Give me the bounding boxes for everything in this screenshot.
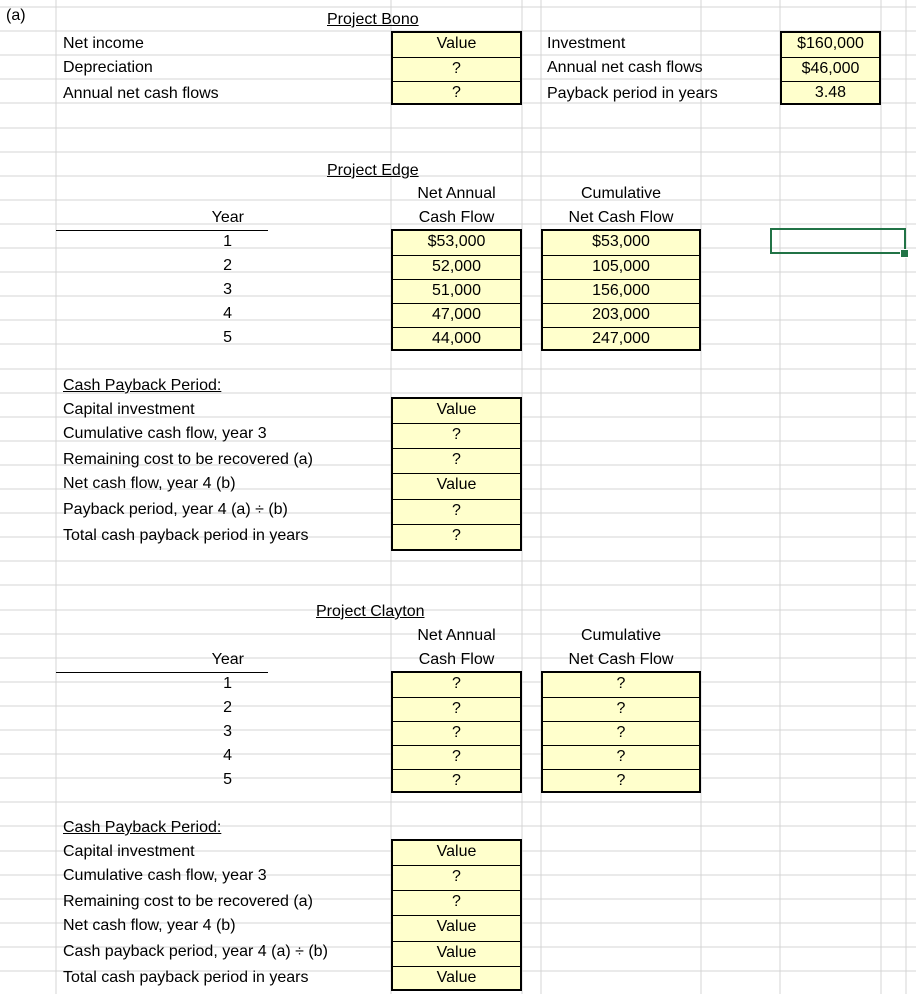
clayton-title: Project Clayton [316, 603, 425, 620]
edge-payback-label-total: Total cash payback period in years [63, 527, 309, 544]
bono-annual-net-cash-flows-input[interactable]: ? [393, 81, 520, 106]
clayton-payback-label-cumulative: Cumulative cash flow, year 3 [63, 867, 267, 884]
fill-handle[interactable] [900, 249, 909, 258]
bono-cash-flows-value[interactable]: $46,000 [782, 57, 879, 82]
clayton-payback-total-input[interactable]: Value [393, 966, 520, 991]
clayton-cum-year-5[interactable]: ? [543, 769, 699, 794]
bono-label-annual-net-cash-flows: Annual net cash flows [63, 85, 219, 102]
clayton-payback-label-capital: Capital investment [63, 843, 195, 860]
edge-net-year-3[interactable]: 51,000 [393, 279, 520, 304]
clayton-col-cum-line1: Cumulative [580, 627, 662, 644]
edge-year-3: 3 [223, 281, 232, 298]
edge-net-cash-flow-box [391, 229, 522, 351]
edge-col-cum-line2: Net Cash Flow [568, 209, 674, 226]
clayton-payback-label-total: Total cash payback period in years [63, 969, 309, 986]
bono-investment-value[interactable]: $160,000 [797, 35, 864, 52]
edge-cum-year-3[interactable]: 156,000 [543, 279, 699, 304]
bono-right-value-box [780, 31, 881, 105]
clayton-payback-remaining-input[interactable]: ? [393, 890, 520, 915]
clayton-cumulative-box [541, 671, 701, 793]
edge-payback-label-netcash: Net cash flow, year 4 (b) [63, 475, 236, 492]
clayton-net-year-1[interactable]: ? [452, 675, 461, 692]
clayton-year-3: 3 [223, 723, 232, 740]
clayton-year-5: 5 [223, 771, 232, 788]
clayton-payback-period-year4-input[interactable]: Value [393, 941, 520, 966]
edge-cum-year-1[interactable]: $53,000 [592, 233, 650, 250]
clayton-payback-title: Cash Payback Period: [63, 819, 222, 836]
bono-depreciation-input[interactable]: ? [393, 57, 520, 82]
bono-label-annual-net-cash-flows-right: Annual net cash flows [547, 59, 703, 76]
bono-label-depreciation: Depreciation [63, 59, 153, 76]
clayton-cum-year-4[interactable]: ? [543, 745, 699, 770]
edge-year-2: 2 [223, 257, 232, 274]
clayton-year-1: 1 [223, 675, 232, 692]
edge-payback-label-cumulative: Cumulative cash flow, year 3 [63, 425, 267, 442]
clayton-year-underline [56, 672, 268, 673]
clayton-payback-label-netcash: Net cash flow, year 4 (b) [63, 917, 236, 934]
edge-net-year-4[interactable]: 47,000 [393, 303, 520, 328]
clayton-payback-label-period-year4: Cash payback period, year 4 (a) ÷ (b) [63, 943, 328, 960]
edge-payback-total-input[interactable]: ? [393, 524, 520, 549]
edge-payback-period-year4-input[interactable]: ? [393, 499, 520, 524]
clayton-year-4: 4 [223, 747, 232, 764]
edge-col-net-line2: Cash Flow [418, 209, 495, 226]
clayton-payback-input-box [391, 839, 522, 991]
edge-year-5: 5 [223, 329, 232, 346]
edge-payback-label-remaining: Remaining cost to be recovered (a) [63, 451, 313, 468]
bono-payback-value[interactable]: 3.48 [782, 81, 879, 106]
clayton-col-cum-line2: Net Cash Flow [568, 651, 674, 668]
edge-year-header: Year [211, 209, 244, 226]
bono-net-income-input[interactable]: Value [436, 35, 477, 52]
clayton-net-year-3[interactable]: ? [393, 721, 520, 746]
clayton-payback-capital-input[interactable]: Value [436, 843, 477, 860]
edge-payback-capital-input[interactable]: Value [436, 401, 477, 418]
edge-year-4: 4 [223, 305, 232, 322]
edge-col-net-line1: Net Annual [417, 185, 496, 202]
edge-cum-year-5[interactable]: 247,000 [543, 327, 699, 352]
clayton-cum-year-2[interactable]: ? [543, 697, 699, 722]
edge-payback-cumulative-input[interactable]: ? [393, 423, 520, 448]
clayton-payback-cumulative-input[interactable]: ? [393, 865, 520, 890]
clayton-payback-label-remaining: Remaining cost to be recovered (a) [63, 893, 313, 910]
bono-left-input-box [391, 31, 522, 105]
edge-net-year-2[interactable]: 52,000 [393, 255, 520, 280]
clayton-net-year-2[interactable]: ? [393, 697, 520, 722]
clayton-cum-year-3[interactable]: ? [543, 721, 699, 746]
edge-cum-year-4[interactable]: 203,000 [543, 303, 699, 328]
clayton-year-2: 2 [223, 699, 232, 716]
clayton-year-header: Year [211, 651, 244, 668]
edge-col-cum-line1: Cumulative [580, 185, 662, 202]
selected-cell[interactable] [770, 228, 906, 254]
edge-payback-netcash-input[interactable]: Value [393, 473, 520, 498]
edge-payback-remaining-input[interactable]: ? [393, 448, 520, 473]
clayton-cum-year-1[interactable]: ? [616, 675, 626, 692]
clayton-net-year-5[interactable]: ? [393, 769, 520, 794]
edge-payback-label-capital: Capital investment [63, 401, 195, 418]
clayton-net-year-4[interactable]: ? [393, 745, 520, 770]
part-label: (a) [6, 7, 26, 24]
bono-label-net-income: Net income [63, 35, 144, 52]
edge-payback-label-period-year4: Payback period, year 4 (a) ÷ (b) [63, 501, 288, 518]
edge-year-1: 1 [223, 233, 232, 250]
edge-cum-year-2[interactable]: 105,000 [543, 255, 699, 280]
edge-net-year-5[interactable]: 44,000 [393, 327, 520, 352]
edge-title: Project Edge [327, 162, 419, 179]
bono-label-payback-period: Payback period in years [547, 85, 718, 102]
edge-cumulative-box [541, 229, 701, 351]
edge-net-year-1[interactable]: $53,000 [427, 233, 486, 250]
edge-year-underline [56, 230, 268, 231]
clayton-payback-netcash-input[interactable]: Value [393, 915, 520, 940]
bono-title: Project Bono [327, 11, 419, 28]
edge-payback-input-box [391, 397, 522, 551]
clayton-col-net-line1: Net Annual [417, 627, 496, 644]
edge-payback-title: Cash Payback Period: [63, 377, 222, 394]
clayton-col-net-line2: Cash Flow [418, 651, 495, 668]
clayton-net-cash-flow-box [391, 671, 522, 793]
bono-label-investment: Investment [547, 35, 626, 52]
